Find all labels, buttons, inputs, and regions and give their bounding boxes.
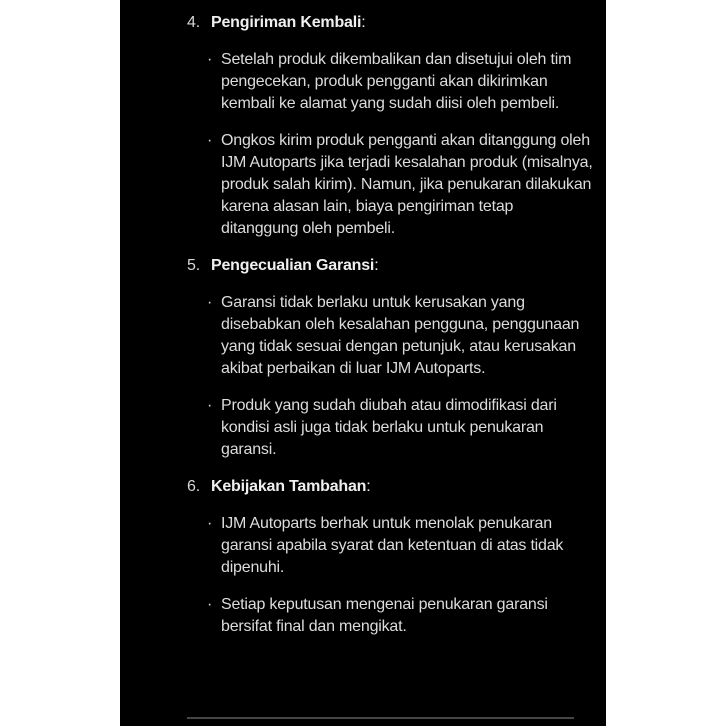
section-title-colon: :: [361, 14, 366, 31]
section-heading: [187, 255, 593, 277]
bullet-text: IJM Autoparts berhak untuk menolak penukaran garansi apabila syarat dan ketentuan di atas tidak dipenuhi.: [221, 515, 564, 576]
bullet-text: Setiap keputusan mengenai penukaran garansi bersifat final dan mengikat.: [221, 596, 548, 635]
section-title-colon: :: [374, 257, 379, 274]
bullet-dot-icon: ·: [207, 294, 213, 311]
bullet-item: [187, 594, 593, 638]
bullet-item: [187, 292, 593, 380]
section-heading: [187, 476, 593, 498]
bullet-dot-icon: ·: [207, 132, 213, 149]
bullet-text: Ongkos kirim produk pengganti akan ditanggung oleh IJM Autoparts jika terjadi kesalahan produk (misalnya, produk salah kirim). Namun, jika penukaran dilakukan karena alasan lain, biaya pengiriman tetap ditanggung oleh pembeli.: [221, 132, 593, 237]
section-title: Pengiriman Kembali: [211, 14, 362, 31]
bullet-text: Setelah produk dikembalikan dan disetujui oleh tim pengecekan, produk pengganti akan dikirimkan kembali ke alamat yang sudah diisi oleh pembeli.: [221, 51, 572, 112]
bottom-divider: [187, 717, 574, 719]
bullet-dot-icon: ·: [207, 515, 213, 532]
bullet-dot-icon: ·: [207, 397, 213, 414]
section-number: 4.: [187, 14, 200, 31]
bullet-text: Garansi tidak berlaku untuk kerusakan yang disebabkan oleh kesalahan pengguna, penggunaan yang tidak sesuai dengan petunjuk, atau kerusakan akibat perbaikan di luar IJM Autoparts.: [221, 294, 580, 377]
section-number: 6.: [187, 478, 200, 495]
section-title-colon: :: [366, 478, 371, 495]
bullet-item: [187, 513, 593, 579]
bullet-item: [187, 49, 593, 115]
section-title: Pengecualian Garansi: [211, 257, 375, 274]
bullet-item: [187, 395, 593, 461]
bullet-text: Produk yang sudah diubah atau dimodifikasi dari kondisi asli juga tidak berlaku untuk penukaran garansi.: [221, 397, 557, 458]
section-heading: [187, 12, 593, 34]
section-number: 5.: [187, 257, 200, 274]
bullet-item: [187, 130, 593, 240]
bullet-dot-icon: ·: [207, 596, 213, 613]
bullet-dot-icon: ·: [207, 51, 213, 68]
section-title: Kebijakan Tambahan: [211, 478, 367, 495]
document-panel: [120, 0, 606, 726]
